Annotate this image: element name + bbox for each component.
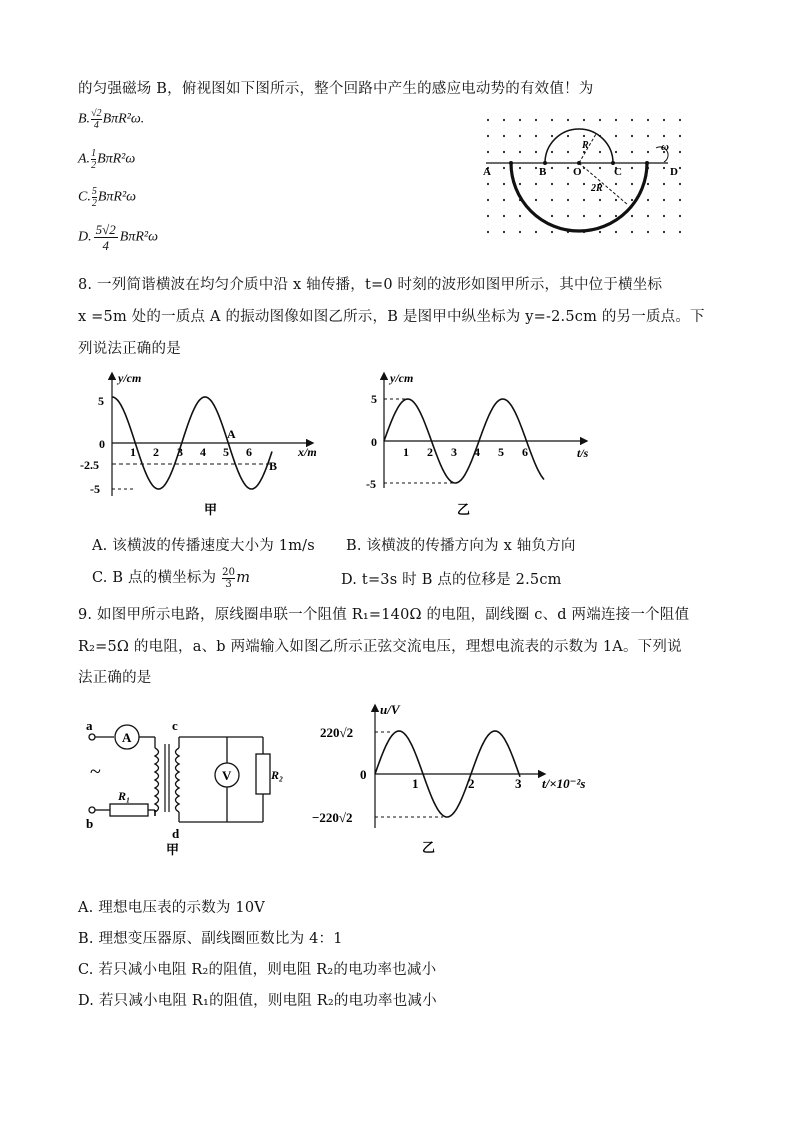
field-dot	[503, 199, 505, 201]
field-dot	[647, 215, 649, 217]
field-dot	[535, 183, 537, 185]
point-c-label: C	[614, 166, 622, 178]
t-tick-1: 1	[403, 445, 409, 459]
t-axis-label: t/s	[577, 446, 589, 460]
field-dot	[519, 183, 521, 185]
field-dot	[535, 199, 537, 201]
field-dot	[663, 215, 665, 217]
field-dot	[615, 215, 617, 217]
field-dot	[567, 119, 569, 121]
q7-option-letter: B.	[78, 111, 91, 127]
field-dot	[647, 199, 649, 201]
q9-line-1: 9. 如图甲所示电路，原线圈串联一个阻值 R₁=140Ω 的电阻，副线圈 c、d 两端连接一个阻值	[78, 607, 690, 623]
q7-coef-num: 5	[91, 186, 97, 197]
field-dot	[599, 119, 601, 121]
q7-option-c	[78, 186, 136, 209]
field-dot	[631, 199, 633, 201]
t-tick-5: 5	[498, 445, 504, 459]
q8-wave-figure-jia	[76, 368, 334, 518]
field-dot	[487, 183, 489, 185]
figure-caption-jia: 甲	[166, 842, 180, 857]
radius-r-label: R	[582, 140, 589, 151]
field-dot	[615, 119, 617, 121]
field-dot	[631, 151, 633, 153]
x-tick-5: 5	[223, 445, 229, 459]
q8-option-c-text: C. B 点的横坐标为	[92, 570, 217, 586]
field-dot	[647, 135, 649, 137]
q8-option-c	[92, 566, 250, 590]
terminal-b-label: b	[86, 816, 94, 831]
y-tick-neg-5: -5	[366, 477, 376, 491]
y-axis-label: y/cm	[118, 371, 142, 385]
point-o-label: O	[573, 166, 582, 178]
x-tick-4: 4	[200, 445, 206, 459]
point-a-dot	[509, 161, 513, 165]
voltmeter-label: V	[222, 768, 232, 783]
t-tick-6: 6	[522, 445, 528, 459]
t-tick-2: 2	[468, 776, 475, 791]
q7-coef-den: 4	[102, 238, 109, 253]
field-dot	[535, 231, 537, 233]
field-dot	[487, 231, 489, 233]
q7-option-d	[78, 222, 158, 253]
field-dot	[519, 151, 521, 153]
q7-coef-den: 2	[91, 160, 97, 171]
terminal-c-label: c	[172, 718, 178, 733]
field-dot	[679, 199, 681, 201]
field-dot	[647, 183, 649, 185]
q7-coef-num: 5√2	[95, 222, 116, 237]
point-o-dot	[577, 161, 581, 165]
field-dot	[519, 167, 521, 169]
field-dot	[487, 135, 489, 137]
field-dot	[679, 215, 681, 217]
q7-option-letter: A.	[78, 151, 91, 167]
point-a-label: A	[227, 427, 236, 441]
field-dot	[535, 167, 537, 169]
omega-label: ω	[661, 141, 669, 153]
x-tick-6: 6	[246, 445, 252, 459]
point-b-label: B	[539, 166, 547, 178]
q7-option-rest: BπR²ω	[97, 151, 136, 167]
field-dot	[663, 167, 665, 169]
field-dot	[631, 215, 633, 217]
x-axis-label: x/m	[298, 445, 317, 459]
field-dot	[583, 183, 585, 185]
u-tick-zero: 0	[360, 767, 367, 782]
field-dot	[679, 119, 681, 121]
field-dot	[519, 119, 521, 121]
resistor-r2-label: R₂	[271, 768, 284, 782]
field-dot	[487, 199, 489, 201]
field-dot	[567, 151, 569, 153]
q7-option-letter: C.	[78, 189, 91, 205]
t-tick-4: 4	[474, 445, 480, 459]
field-dot	[551, 215, 553, 217]
field-dot	[663, 231, 665, 233]
field-dot	[599, 231, 601, 233]
field-dot	[631, 167, 633, 169]
q9-circuit-figure	[80, 712, 290, 860]
q7-magnetic-figure	[478, 112, 694, 242]
field-dot	[567, 199, 569, 201]
field-dot	[519, 231, 521, 233]
y-tick-5: 5	[371, 392, 377, 406]
q8-line-2: x =5m 处的一质点 A 的振动图像如图乙所示，B 是图甲中纵坐标为 y=-2.5cm 的另一质点。下	[78, 309, 705, 325]
q8-option-d: D. t=3s 时 B 点的位移是 2.5cm	[341, 572, 562, 588]
terminal-a-label: a	[86, 718, 93, 733]
q8-option-b: B. 该横波的传播方向为 x 轴负方向	[346, 538, 576, 554]
resistor-r1	[110, 804, 148, 816]
x-tick-2: 2	[153, 445, 159, 459]
terminal-b	[89, 807, 95, 813]
point-d-dot	[645, 161, 649, 165]
q7-coef-den: 4	[93, 120, 99, 131]
t-tick-3: 3	[515, 776, 522, 791]
ammeter-label: A	[122, 730, 132, 745]
field-dot	[599, 199, 601, 201]
field-dot	[679, 167, 681, 169]
point-a-label: A	[483, 166, 491, 178]
q7-option-b	[78, 108, 144, 131]
field-dot	[631, 231, 633, 233]
field-dot	[679, 183, 681, 185]
field-dot	[567, 135, 569, 137]
y-tick-5: 5	[98, 394, 104, 408]
u-axis-label: u/V	[380, 702, 400, 717]
radius-2r-label: 2R	[591, 183, 603, 194]
field-dot	[663, 183, 665, 185]
q9-line-2: R₂=5Ω 的电阻，a、b 两端输入如图乙所示正弦交流电压，理想电流表的示数为 1A。下列说	[78, 639, 682, 655]
field-dot	[551, 167, 553, 169]
figure-caption-yi: 乙	[422, 840, 436, 855]
field-dot	[679, 231, 681, 233]
field-dot	[679, 135, 681, 137]
point-b-dot	[543, 161, 547, 165]
field-dot	[503, 135, 505, 137]
field-dot	[599, 215, 601, 217]
t-tick-2: 2	[427, 445, 433, 459]
field-dot	[663, 135, 665, 137]
field-dot	[615, 199, 617, 201]
field-dot	[551, 135, 553, 137]
q7-option-rest: BπR²ω	[97, 189, 137, 205]
field-dot	[503, 215, 505, 217]
secondary-coil	[176, 748, 180, 812]
intro-line: 的匀强磁场 B，俯视图如下图所示，整个回路中产生的感应电动势的有效值！为	[78, 81, 594, 97]
primary-coil	[155, 748, 159, 812]
field-dot	[503, 183, 505, 185]
field-dot	[583, 215, 585, 217]
q8-option-c-denominator: 3	[225, 578, 232, 590]
y-tick-neg-2p5: -2.5	[80, 458, 99, 472]
field-dot	[551, 231, 553, 233]
t-axis-label: t/×10⁻²s	[542, 776, 586, 791]
q8-vibration-figure-yi	[364, 368, 596, 518]
field-dot	[663, 119, 665, 121]
q9-option-d: D. 若只减小电阻 R₁的阻值，则电阻 R₂的电功率也减小	[78, 993, 437, 1009]
field-dot	[567, 183, 569, 185]
field-dot	[535, 135, 537, 137]
point-b-label: B	[269, 459, 278, 473]
field-dot	[583, 119, 585, 121]
field-dot	[631, 119, 633, 121]
u-tick-max: 220√2	[320, 725, 354, 740]
x-tick-1: 1	[130, 445, 136, 459]
field-dot	[519, 215, 521, 217]
q7-coef-num: 1	[91, 148, 97, 159]
field-dot	[535, 119, 537, 121]
field-dot	[615, 183, 617, 185]
y-tick-neg-5: -5	[90, 482, 100, 496]
point-d-label: D	[670, 166, 678, 178]
y-axis-label: y/cm	[390, 371, 414, 385]
q7-coef-den: 2	[91, 198, 97, 209]
q7-option-rest: BπR²ω	[119, 229, 158, 245]
field-dot	[631, 183, 633, 185]
magnetic-field-dots	[487, 119, 681, 233]
field-dot	[503, 231, 505, 233]
field-dot	[583, 135, 585, 137]
q8-line-1: 8. 一列简谐横波在均匀介质中沿 x 轴传播，t=0 时刻的波形如图甲所示，其中位于横坐标	[78, 277, 663, 293]
terminal-d-label: d	[172, 826, 180, 841]
field-dot	[551, 183, 553, 185]
field-dot	[615, 135, 617, 137]
q7-option-a	[78, 148, 135, 171]
terminal-a	[89, 734, 95, 740]
field-dot	[535, 151, 537, 153]
field-dot	[487, 151, 489, 153]
q8-line-3: 列说法正确的是	[78, 341, 181, 357]
q9-line-3: 法正确的是	[78, 670, 152, 686]
field-dot	[583, 199, 585, 201]
field-dot	[599, 151, 601, 153]
resistor-r2	[256, 754, 270, 794]
resistor-r1-label: R₁	[118, 789, 131, 803]
q7-option-letter: D.	[78, 229, 92, 245]
figure-caption-jia: 甲	[204, 502, 218, 517]
q8-option-c-unit: m	[236, 570, 251, 586]
field-dot	[551, 151, 553, 153]
y-tick-0: 0	[371, 435, 377, 449]
x-tick-3: 3	[177, 445, 183, 459]
field-dot	[503, 119, 505, 121]
field-dot	[551, 119, 553, 121]
field-dot	[647, 119, 649, 121]
field-dot	[663, 199, 665, 201]
field-dot	[647, 231, 649, 233]
field-dot	[631, 135, 633, 137]
q8-option-c-numerator: 20	[222, 566, 236, 578]
t-tick-1: 1	[412, 776, 419, 791]
figure-caption-yi: 乙	[457, 502, 471, 517]
field-dot	[679, 151, 681, 153]
field-dot	[487, 119, 489, 121]
field-dot	[503, 151, 505, 153]
u-tick-min: −220√2	[312, 810, 353, 825]
q9-voltage-figure	[312, 700, 604, 858]
q9-option-c: C. 若只减小电阻 R₂的阻值，则电阻 R₂的电功率也减小	[78, 962, 437, 978]
field-dot	[615, 151, 617, 153]
field-dot	[567, 215, 569, 217]
q7-coef-num: √2	[91, 108, 102, 119]
y-tick-0: 0	[99, 437, 105, 451]
field-dot	[615, 231, 617, 233]
q9-option-a: A. 理想电压表的示数为 10V	[78, 900, 265, 916]
field-dot	[487, 215, 489, 217]
ac-source-symbol: ~	[90, 761, 101, 783]
field-dot	[567, 167, 569, 169]
field-dot	[599, 167, 601, 169]
q9-option-b: B. 理想变压器原、副线圈匝数比为 4：1	[78, 931, 343, 947]
field-dot	[551, 199, 553, 201]
field-dot	[503, 167, 505, 169]
q8-option-a: A. 该横波的传播速度大小为 1m/s	[92, 538, 315, 554]
field-dot	[647, 151, 649, 153]
small-semicircle	[545, 129, 613, 163]
field-dot	[519, 135, 521, 137]
point-c-dot	[611, 161, 615, 165]
q7-option-rest: BπR²ω.	[102, 111, 145, 127]
t-tick-3: 3	[451, 445, 457, 459]
